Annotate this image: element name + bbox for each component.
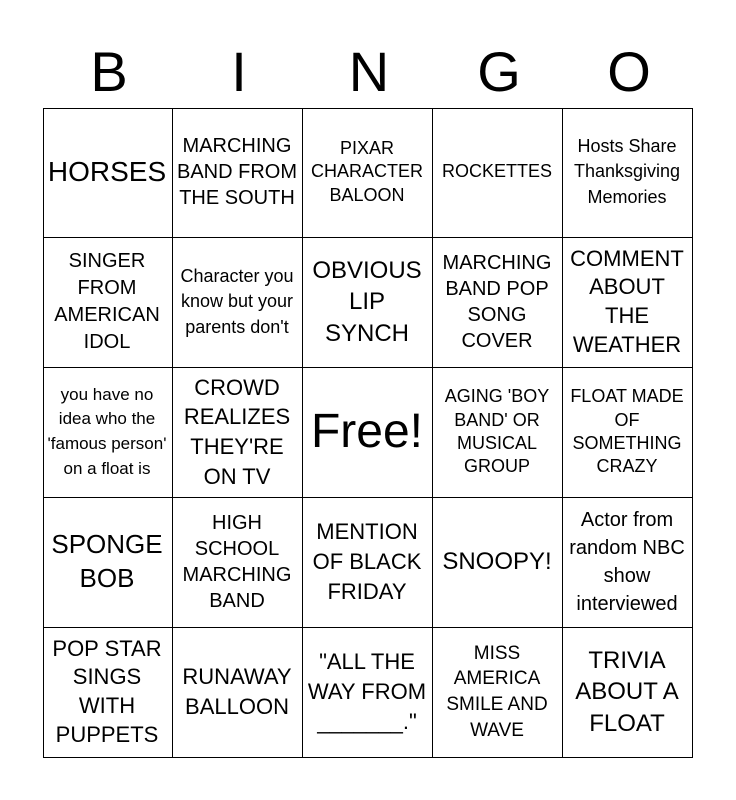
bingo-board <box>43 108 693 758</box>
bingo-cell-text: PIXAR CHARACTER BALOON <box>310 137 423 205</box>
bingo-cell-text: CROWD REALIZES THEY'RE ON TV <box>183 374 291 489</box>
bingo-cell-text: RUNAWAY BALLOON <box>182 664 292 719</box>
bingo-cell[interactable] <box>303 628 433 758</box>
bingo-cell[interactable] <box>43 368 173 498</box>
bingo-cell-text: Character you know but your parents don't <box>180 266 294 337</box>
bingo-cell[interactable] <box>563 108 693 238</box>
bingo-cell-text: TRIVIA ABOUT A FLOAT <box>575 647 679 737</box>
bingo-cell[interactable] <box>43 238 173 368</box>
bingo-cell-text: SPONGE BOB <box>51 529 163 593</box>
header-letter-g: G <box>477 40 521 103</box>
bingo-cell-text: MARCHING BAND POP SONG COVER <box>442 252 552 352</box>
free-space-cell[interactable] <box>303 368 433 498</box>
bingo-cell[interactable] <box>433 238 563 368</box>
bingo-cell[interactable] <box>303 498 433 628</box>
bingo-cell[interactable] <box>43 498 173 628</box>
bingo-cell-text: HIGH SCHOOL MARCHING BAND <box>182 512 292 612</box>
bingo-cell-text: OBVIOUS LIP SYNCH <box>312 257 422 347</box>
bingo-cell-text: SNOOPY! <box>442 547 552 575</box>
bingo-cell-text: Free! <box>310 404 424 458</box>
bingo-cell-text: MENTION OF BLACK FRIDAY <box>312 519 422 604</box>
bingo-cell[interactable] <box>43 628 173 758</box>
bingo-cell[interactable] <box>173 628 303 758</box>
bingo-cell[interactable] <box>563 498 693 628</box>
header-letter-n: N <box>348 40 390 103</box>
bingo-cell[interactable] <box>563 368 693 498</box>
bingo-cell[interactable] <box>173 108 303 238</box>
bingo-cell-text: you have no idea who the 'famous person' on a float is <box>47 384 167 478</box>
bingo-cell[interactable] <box>173 238 303 368</box>
bingo-cell-text: MISS AMERICA SMILE AND WAVE <box>446 642 548 741</box>
bingo-cell-text: POP STAR SINGS WITH PUPPETS <box>52 635 162 747</box>
bingo-cell[interactable] <box>433 368 563 498</box>
bingo-cell-text: AGING 'BOY BAND' OR MUSICAL GROUP <box>444 386 550 477</box>
header-letter-i: I <box>231 40 247 103</box>
bingo-cell-text: FLOAT MADE OF SOMETHING CRAZY <box>570 386 684 477</box>
bingo-cell[interactable] <box>433 628 563 758</box>
bingo-cell-text: Actor from random NBC show interviewed <box>569 509 685 615</box>
bingo-cell[interactable] <box>303 108 433 238</box>
bingo-cell-text: SINGER FROM AMERICAN IDOL <box>54 250 160 353</box>
bingo-cell[interactable] <box>433 108 563 238</box>
bingo-cell[interactable] <box>563 628 693 758</box>
bingo-cell[interactable] <box>43 108 173 238</box>
header-letter-o: O <box>607 40 651 103</box>
bingo-cell-text: Hosts Share Thanksgiving Memories <box>573 136 681 207</box>
bingo-cell[interactable] <box>173 368 303 498</box>
bingo-cell-text: "ALL THE WAY FROM _______." <box>307 649 427 734</box>
header-letter-b: B <box>90 40 128 103</box>
bingo-cell[interactable] <box>173 498 303 628</box>
bingo-cell[interactable] <box>433 498 563 628</box>
bingo-cell[interactable] <box>563 238 693 368</box>
bingo-cell-text: HORSES <box>47 155 167 187</box>
bingo-cell[interactable] <box>303 238 433 368</box>
bingo-cell-text: ROCKETTES <box>441 161 552 182</box>
bingo-cell-text: MARCHING BAND FROM THE SOUTH <box>177 135 297 209</box>
bingo-cell-text: COMMENT ABOUT THE WEATHER <box>570 245 684 357</box>
bingo-header <box>44 40 694 104</box>
